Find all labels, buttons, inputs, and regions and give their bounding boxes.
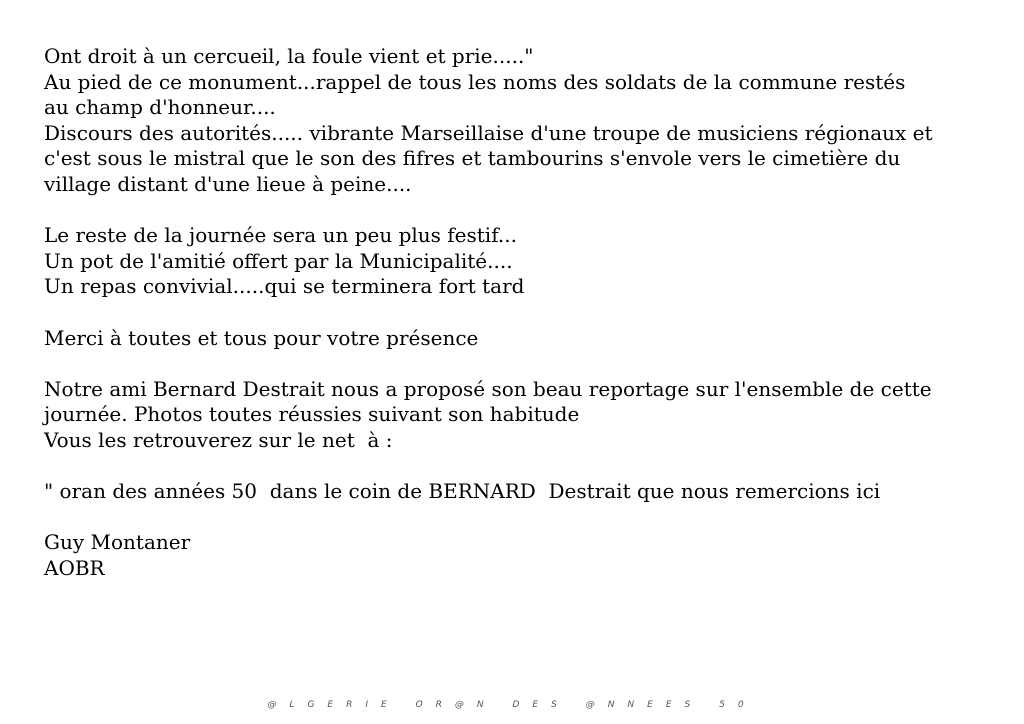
text-line: " oran des années 50 dans le coin de BERNARD Destrait que nous remercions ici bbox=[44, 479, 881, 504]
text-line: Au pied de ce monument...rappel de tous les noms des soldats de la commune restés bbox=[44, 69, 906, 94]
text-line: c'est sous le mistral que le son des fifres et tambourins s'envole vers le cimetière du bbox=[44, 146, 901, 171]
signature-name: Guy Montaner bbox=[44, 530, 191, 555]
text-line: Un repas convivial.....qui se terminera fort tard bbox=[44, 274, 525, 299]
text-line: journée. Photos toutes réussies suivant son habitude bbox=[44, 402, 580, 427]
paragraph-gap bbox=[44, 454, 1004, 480]
text-line: Discours des autorités..... vibrante Marseillaise d'une troupe de musiciens régionaux et bbox=[44, 120, 933, 145]
paragraph-gap bbox=[44, 351, 1004, 377]
text-line: village distant d'une lieue à peine.... bbox=[44, 171, 412, 196]
text-line: Un pot de l'amitié offert par la Municipalité.... bbox=[44, 248, 513, 273]
paragraph-gap bbox=[44, 505, 1004, 531]
letter-body bbox=[44, 44, 1004, 581]
paragraph-gap bbox=[44, 198, 1004, 224]
text-line: Notre ami Bernard Destrait nous a proposé son beau reportage sur l'ensemble de cette bbox=[44, 376, 932, 401]
signature-org: AOBR bbox=[44, 555, 105, 580]
page-footer: @LGERIE OR@N DES @NNEES 50 bbox=[267, 700, 757, 710]
text-line: Ont droit à un cercueil, la foule vient et prie....." bbox=[44, 44, 534, 68]
text-line: Merci à toutes et tous pour votre présence bbox=[44, 325, 479, 350]
text-line: Vous les retrouverez sur le net à : bbox=[44, 427, 393, 452]
text-line: Le reste de la journée sera un peu plus festif... bbox=[44, 223, 517, 248]
text-line: au champ d'honneur.... bbox=[44, 95, 276, 120]
paragraph-gap bbox=[44, 300, 1004, 326]
